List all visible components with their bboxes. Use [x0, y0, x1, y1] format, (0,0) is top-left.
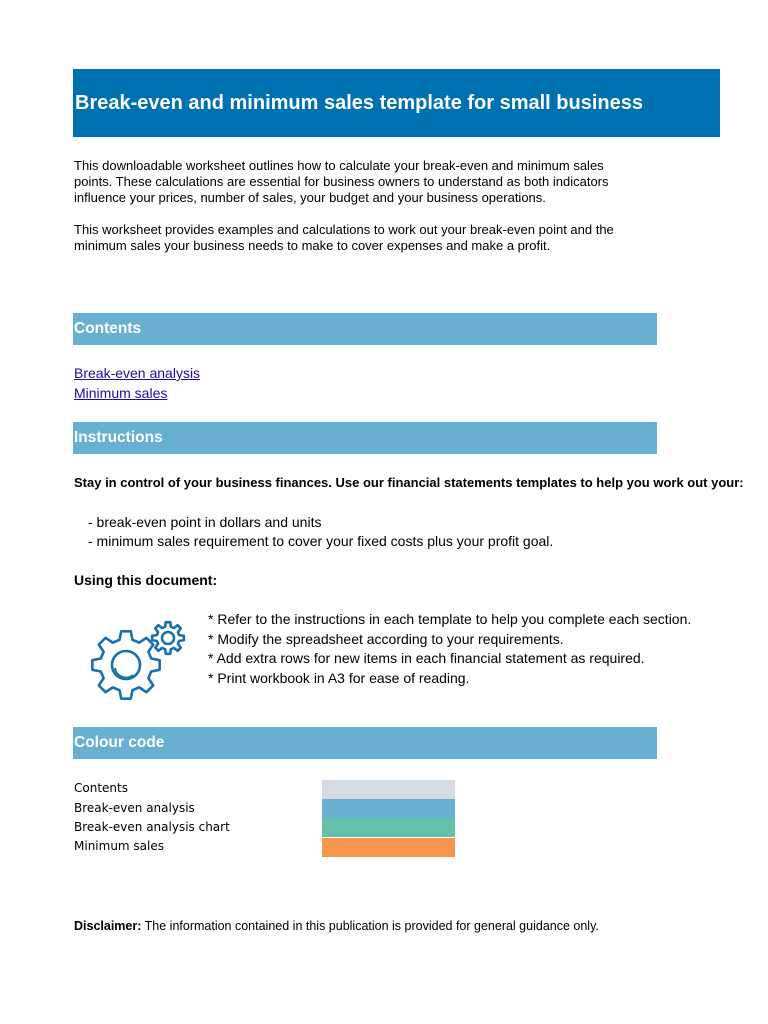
colour-swatch-break-even-analysis — [322, 799, 455, 818]
colour-label-minimum-sales: Minimum sales — [74, 839, 164, 853]
link-break-even-analysis[interactable]: Break-even analysis — [74, 365, 201, 381]
colour-label-contents: Contents — [74, 781, 128, 795]
usage-steps — [208, 610, 692, 688]
disclaimer-text: The information contained in this publication is provided for general guidance only. — [144, 919, 599, 933]
colour-code-section-header — [73, 727, 657, 759]
instructions-lead: Stay in control of your business finances. Use our financial statements templates to help you work out your: — [74, 475, 744, 490]
instruction-bullet: - minimum sales requirement to cover your fixed costs plus your profit goal. — [88, 533, 554, 549]
usage-step: * Add extra rows for new items in each financial statement as required. — [208, 650, 645, 667]
colour-swatch-minimum-sales — [322, 838, 455, 857]
usage-step: * Refer to the instructions in each template to help you complete each section. — [208, 611, 692, 627]
link-minimum-sales[interactable]: Minimum sales — [74, 385, 168, 401]
instructions-section-header — [73, 422, 657, 454]
page-title: Break-even and minimum sales template for small business — [75, 92, 643, 114]
contents-heading: Contents — [74, 320, 142, 337]
intro-line: influence your prices, number of sales, your budget and your business operations. — [74, 190, 546, 205]
colour-swatch-break-even-chart — [322, 818, 455, 837]
intro-paragraph-2 — [74, 222, 674, 254]
gears-icon — [88, 616, 188, 706]
instructions-heading: Instructions — [74, 429, 163, 446]
page-title-banner — [73, 69, 720, 137]
disclaimer — [74, 919, 599, 933]
using-document-label: Using this document: — [74, 572, 218, 588]
usage-step: * Print workbook in A3 for ease of reading. — [208, 669, 470, 686]
intro-line: points. These calculations are essential for business owners to understand as both indicators — [74, 174, 609, 189]
disclaimer-label: Disclaimer: — [74, 919, 142, 933]
colour-label-break-even-analysis: Break-even analysis — [74, 801, 195, 815]
intro-paragraph-1 — [74, 158, 674, 206]
instruction-bullet: - break-even point in dollars and units — [88, 514, 322, 530]
contents-section-header — [73, 313, 657, 345]
colour-swatch-contents — [322, 780, 455, 799]
colour-code-heading: Colour code — [74, 734, 165, 751]
intro-line: This worksheet provides examples and calculations to work out your break-even point and the — [74, 222, 614, 237]
intro-line: minimum sales your business needs to make to cover expenses and make a profit. — [74, 238, 551, 253]
intro-line: This downloadable worksheet outlines how to calculate your break-even and minimum sales — [74, 158, 604, 173]
colour-label-break-even-chart: Break-even analysis chart — [74, 820, 230, 834]
usage-step: * Modify the spreadsheet according to your requirements. — [208, 630, 564, 647]
